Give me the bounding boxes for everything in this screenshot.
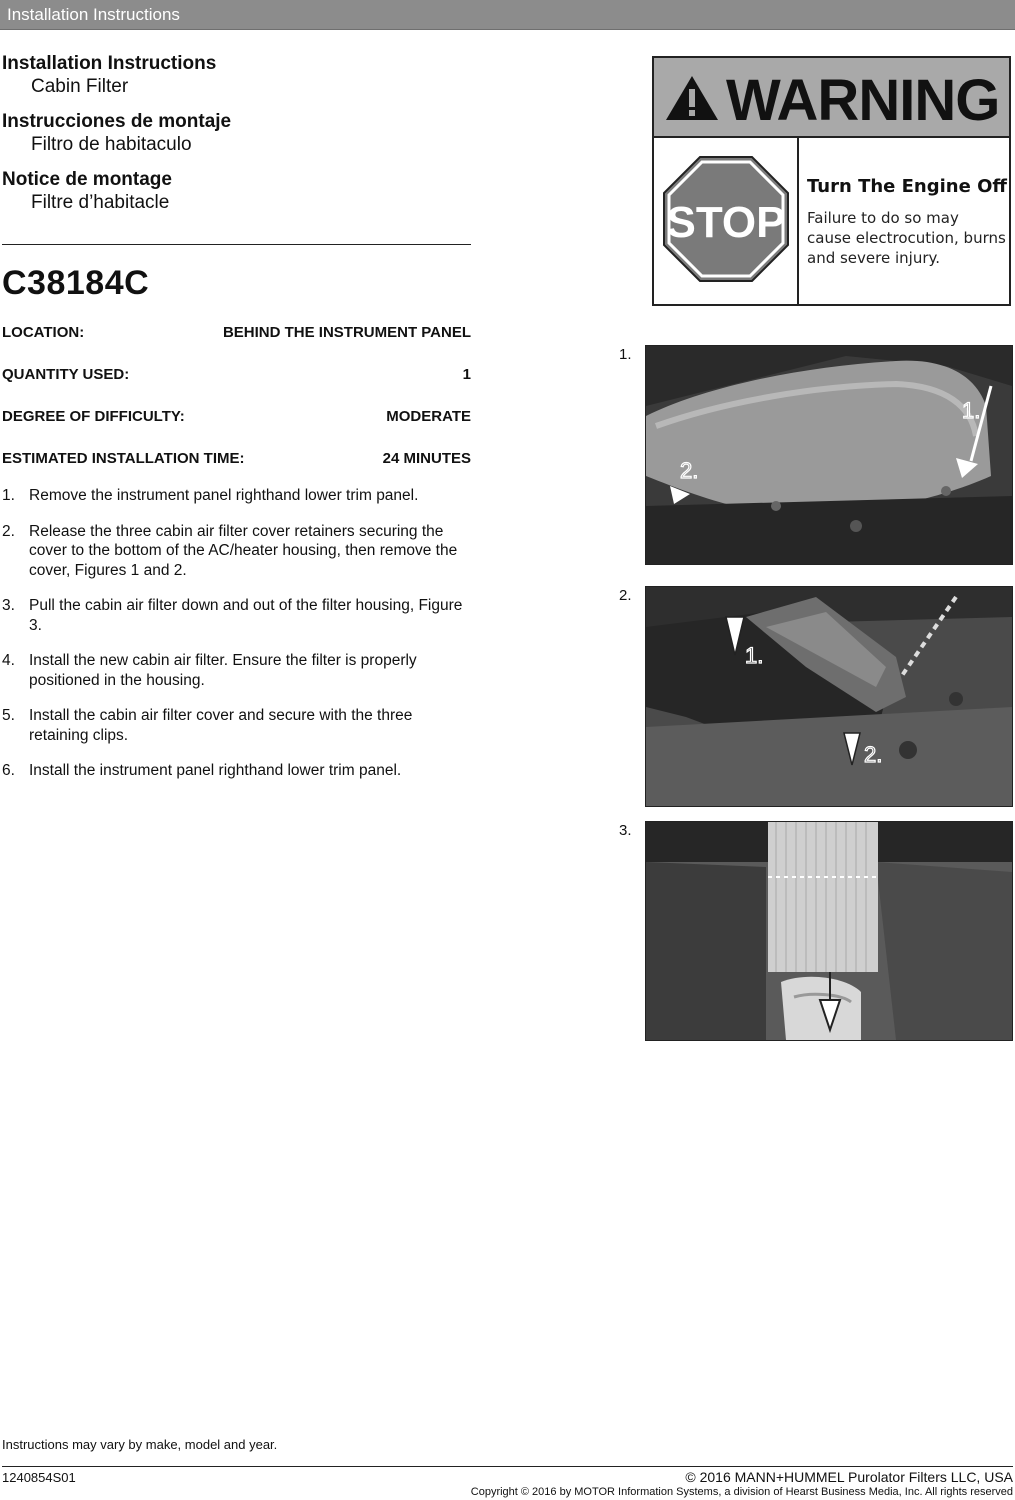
spec-table [2, 324, 471, 492]
spec-value: BEHIND THE INSTRUMENT PANEL [222, 324, 471, 341]
step-item [2, 522, 464, 581]
warning-header [654, 58, 1009, 138]
spec-label: LOCATION: [2, 324, 85, 341]
title-spanish [2, 110, 472, 156]
footer-divider [2, 1466, 1013, 1467]
title-spanish-main: Instrucciones de montaje [2, 111, 232, 132]
step-text: Pull the cabin air filter down and out of the filter housing, Figure 3. [29, 597, 463, 634]
figure-2-photo [646, 587, 1012, 806]
figure-1-photo [646, 346, 1012, 564]
spec-value: MODERATE [386, 408, 471, 425]
spec-label: QUANTITY USED: [2, 366, 130, 383]
title-french [2, 168, 472, 214]
warning-triangle-icon [664, 74, 720, 122]
spec-row-difficulty [2, 408, 471, 450]
warning-heading: WARNING [726, 68, 1000, 133]
spec-label: ESTIMATED INSTALLATION TIME: [2, 450, 245, 467]
title-english-main: Installation Instructions [2, 53, 217, 74]
step-text: Install the instrument panel righthand lower trim panel. [29, 762, 402, 779]
figure-1-callout-1: 1. [962, 398, 981, 423]
step-item [2, 651, 464, 690]
figure-3-photo [646, 822, 1012, 1040]
stop-sign-text: STOP [666, 198, 786, 247]
spec-label: DEGREE OF DIFFICULTY: [2, 408, 185, 425]
step-list [2, 486, 464, 797]
spec-value: 24 MINUTES [382, 450, 471, 467]
warning-box [652, 56, 1011, 306]
figure-2-callout-1: 1. [745, 643, 764, 668]
title-divider [2, 244, 471, 245]
warning-title: Turn The Engine Off [807, 176, 1007, 197]
stop-sign-icon [662, 155, 790, 283]
step-number: 2. [2, 522, 15, 540]
title-english-sub: Cabin Filter [31, 76, 129, 97]
title-block [2, 52, 472, 226]
title-french-sub: Filtre d’habitacle [31, 192, 170, 213]
step-number: 3. [2, 597, 15, 614]
copyright-secondary: Copyright © 2016 by MOTOR Information Systems, a division of Hearst Business Media, Inc. All rights reserved [470, 1486, 1013, 1498]
step-text: Remove the instrument panel righthand lower trim panel. [29, 487, 419, 504]
figure-2-label: 2. [619, 587, 632, 604]
document-number: 1240854S01 [2, 1470, 76, 1485]
step-item [2, 596, 464, 635]
figure-1-label: 1. [619, 346, 632, 363]
step-number: 5. [2, 707, 15, 724]
footer-note: Instructions may vary by make, model and year. [2, 1437, 278, 1452]
spec-row-quantity [2, 366, 471, 408]
figure-2 [645, 586, 1013, 807]
step-text: Release the three cabin air filter cover retainers securing the cover to the bottom of the AC/heater housing, then remove the cover, Figures 1 and 2. [29, 522, 458, 579]
figure-1 [645, 345, 1013, 565]
copyright-primary: © 2016 MANN+HUMMEL Purolator Filters LLC, USA [685, 1469, 1013, 1485]
title-english [2, 52, 472, 98]
title-french-main: Notice de montage [2, 169, 172, 190]
warning-divider [797, 136, 799, 304]
step-text: Install the cabin air filter cover and secure with the three retaining clips. [29, 707, 413, 744]
figure-3-label: 3. [619, 822, 632, 839]
step-item [2, 706, 464, 745]
warning-text: Failure to do so may cause electrocution, burns and severe injury. [807, 209, 1006, 267]
header-bar [0, 0, 1015, 30]
figure-3 [645, 821, 1013, 1041]
step-number: 4. [2, 652, 15, 669]
step-item [2, 486, 464, 506]
figure-2-callout-2: 2. [864, 742, 883, 767]
title-spanish-sub: Filtro de habitaculo [31, 134, 192, 155]
step-text: Install the new cabin air filter. Ensure the filter is properly positioned in the housing. [29, 652, 417, 689]
step-number: 6. [2, 762, 15, 779]
spec-value: 1 [462, 366, 471, 383]
step-item [2, 761, 464, 781]
header-title: Installation Instructions [7, 5, 180, 24]
figure-1-callout-2: 2. [680, 458, 699, 483]
spec-row-location [2, 324, 471, 366]
part-number: C38184C [2, 264, 150, 302]
step-number: 1. [2, 487, 15, 504]
